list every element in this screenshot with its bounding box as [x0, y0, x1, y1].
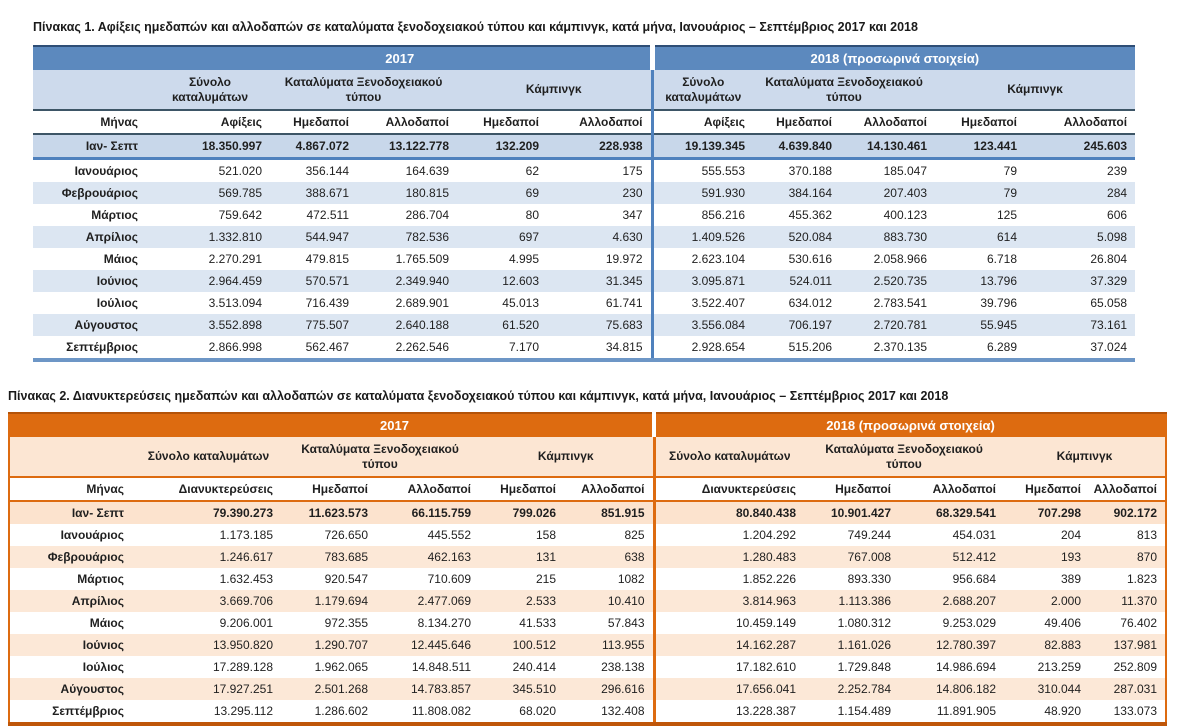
value-cell-2018: 2.520.735	[840, 270, 935, 292]
group-header-camping-2017: Κάμπινγκ	[479, 437, 654, 477]
value-cell-2017: 11.808.082	[411, 704, 471, 718]
value-cell-2018: 65.058	[1090, 296, 1128, 310]
value-cell-2017: 7.170	[508, 340, 539, 354]
group-header-total-2018: Σύνολο καταλυμάτων	[652, 70, 753, 110]
value-cell-2017: 13.295.112	[213, 704, 273, 718]
value-cell-2018: 524.011	[753, 270, 840, 292]
value-cell-2017: 782.536	[357, 226, 457, 248]
value-cell-2017: 799.026	[479, 501, 564, 524]
group-header-row	[9, 437, 1166, 477]
value-cell-2018: 193	[1004, 546, 1089, 568]
document-page	[0, 20, 1181, 728]
value-cell-2018: 1.113.386	[804, 590, 899, 612]
value-cell-2018: 1.823	[1126, 572, 1158, 586]
value-cell-2017: 17.927.251	[136, 678, 281, 700]
year-band-2018	[654, 413, 1166, 437]
value-cell-2017: 180.815	[357, 182, 457, 204]
value-cell-2017: 569.785	[150, 182, 270, 204]
month-cell: Φεβρουάριος	[9, 546, 136, 568]
value-cell-2018: 10.459.149	[654, 612, 804, 634]
value-cell-2017: 472.511	[306, 208, 349, 222]
value-cell-2017: 31.345	[547, 270, 652, 292]
column-header-foreign-hotel-2017: Αλλοδαποί	[357, 110, 457, 134]
value-cell-2017: 726.650	[324, 528, 368, 542]
value-cell-2018: 870	[1089, 546, 1166, 568]
group-header-hotel-2017: Καταλύματα Ξενοδοχειακού τύπου	[270, 70, 457, 110]
value-cell-2018: 956.684	[952, 572, 997, 586]
value-cell-2017: 14.848.511	[411, 660, 471, 674]
value-cell-2017: 2.270.291	[208, 252, 262, 266]
value-cell-2017: 215	[535, 572, 556, 586]
value-cell-2018: 707.298	[1004, 501, 1089, 524]
data-row	[33, 226, 1135, 248]
value-cell-2017: 132.209	[457, 134, 547, 159]
value-cell-2017: 1.332.810	[150, 226, 270, 248]
data-row	[9, 590, 1166, 612]
value-cell-2018: 1.154.489	[837, 704, 892, 718]
value-cell-2018: 883.730	[840, 226, 935, 248]
value-cell-2018: 515.206	[788, 340, 833, 354]
year-band-row	[33, 46, 1135, 70]
year-band-2017	[33, 46, 652, 70]
table1-title: Πίνακας 1. Αφίξεις ημεδαπών και αλλοδαπών σε καταλύματα ξενοδοχειακού τύπου και κάμπινγκ, κατά μήνα, Ιανουάριος – Σεπτέμβριος 2017 και 2018	[33, 20, 918, 34]
value-cell-2018: 125	[996, 208, 1018, 222]
group-header-spacer	[9, 437, 136, 477]
value-cell-2018: 606	[1107, 208, 1128, 222]
value-cell-2018: 5.098	[1025, 226, 1135, 248]
year-band-2017-label: 2017	[385, 51, 415, 66]
value-cell-2017: 2.866.998	[208, 340, 262, 354]
month-cell: Ιαν- Σεπτ	[33, 134, 150, 159]
value-cell-2018: 2.688.207	[899, 590, 1004, 612]
month-cell: Ιούλιος	[96, 296, 138, 310]
value-cell-2018: 19.139.345	[652, 134, 753, 159]
value-cell-2017: 775.507	[270, 314, 357, 336]
value-cell-2017: 2.262.546	[395, 340, 449, 354]
value-cell-2017: 69	[457, 182, 547, 204]
group-header-hotel-2018: Καταλύματα Ξενοδοχειακού τύπου	[804, 437, 1004, 477]
column-header-measure-2017: Αφίξεις	[150, 110, 270, 134]
column-header-measure-2017: Διανυκτερεύσεις	[136, 477, 281, 501]
value-cell-2018: 204	[1060, 528, 1082, 542]
data-row	[9, 524, 1166, 546]
value-cell-2017: 1082	[617, 572, 645, 586]
totals-row	[9, 501, 1166, 524]
data-row	[33, 270, 1135, 292]
value-cell-2018: 3.522.407	[652, 292, 753, 314]
value-cell-2018: 767.008	[804, 546, 899, 568]
value-cell-2018: 893.330	[847, 572, 892, 586]
column-header-domestic-hotel-2017: Ημεδαποί	[281, 477, 376, 501]
value-cell-2018: 3.095.871	[652, 270, 753, 292]
month-cell: Αύγουστος	[33, 314, 150, 336]
value-cell-2017: 825	[624, 528, 645, 542]
data-row	[9, 612, 1166, 634]
value-cell-2017: 1.173.185	[219, 528, 273, 542]
column-header-foreign-camping-2018: Αλλοδαποί	[1025, 110, 1135, 134]
value-cell-2018: 79	[935, 182, 1025, 204]
value-cell-2017: 2.533	[479, 590, 564, 612]
value-cell-2017: 972.355	[324, 616, 368, 630]
value-cell-2017: 356.144	[305, 164, 349, 178]
value-cell-2018: 520.084	[753, 226, 840, 248]
value-cell-2017: 11.623.573	[281, 501, 376, 524]
value-cell-2018: 1.204.292	[654, 524, 804, 546]
column-header-foreign-camping-2017: Αλλοδαποί	[547, 110, 652, 134]
value-cell-2018: 12.780.397	[899, 634, 1004, 656]
value-cell-2018: 1.280.483	[654, 546, 804, 568]
value-cell-2018: 26.804	[1090, 252, 1128, 266]
data-row	[9, 546, 1166, 568]
month-cell: Σεπτέμβριος	[52, 704, 124, 718]
month-cell: Μάιος	[103, 252, 138, 266]
value-cell-2018: 39.796	[980, 296, 1018, 310]
value-cell-2018: 133.073	[1113, 704, 1158, 718]
value-cell-2018: 9.253.029	[942, 616, 997, 630]
value-cell-2017: 445.552	[427, 528, 471, 542]
year-band-2018-label: 2018 (προσωρινά στοιχεία)	[826, 418, 995, 433]
value-cell-2017: 462.163	[376, 546, 479, 568]
value-cell-2017: 1.290.707	[281, 634, 376, 656]
value-cell-2018: 1.409.526	[652, 226, 753, 248]
value-cell-2018: 2.058.966	[873, 252, 928, 266]
month-cell: Μάιος	[89, 616, 124, 630]
value-cell-2017: 12.445.646	[376, 634, 479, 656]
value-cell-2017: 164.639	[405, 164, 449, 178]
value-cell-2018: 13.796	[935, 270, 1025, 292]
value-cell-2018: 11.891.905	[936, 704, 997, 718]
value-cell-2017: 697	[457, 226, 547, 248]
value-cell-2018: 14.162.287	[654, 634, 804, 656]
value-cell-2017: 2.640.188	[357, 314, 457, 336]
value-cell-2018: 123.441	[935, 134, 1025, 159]
value-cell-2018: 137.981	[1089, 634, 1166, 656]
group-header-row	[33, 70, 1135, 110]
column-header-month: Μήνας	[9, 477, 136, 501]
value-cell-2018: 2.000	[1004, 590, 1089, 612]
value-cell-2018: 213.259	[1037, 660, 1082, 674]
value-cell-2017: 286.704	[405, 208, 449, 222]
month-cell: Ιούλιος	[82, 660, 124, 674]
value-cell-2018: 14.806.182	[899, 678, 1004, 700]
value-cell-2018: 239	[1107, 164, 1128, 178]
value-cell-2017: 100.512	[479, 634, 564, 656]
value-cell-2018: 3.814.963	[654, 590, 804, 612]
value-cell-2017: 1.962.065	[314, 660, 368, 674]
value-cell-2018: 2.252.784	[804, 678, 899, 700]
group-header-camping-2018: Κάμπινγκ	[935, 70, 1135, 110]
month-cell: Ιανουάριος	[60, 528, 124, 542]
value-cell-2018: 13.228.387	[654, 700, 804, 724]
value-cell-2017: 2.501.268	[281, 678, 376, 700]
group-header-spacer	[33, 70, 150, 110]
value-cell-2017: 68.020	[519, 704, 556, 718]
value-cell-2017: 230	[547, 182, 652, 204]
month-cell: Ιούνιος	[33, 270, 150, 292]
table2-overnight-stays	[8, 412, 1167, 726]
data-row	[9, 634, 1166, 656]
value-cell-2017: 19.972	[605, 252, 643, 266]
value-cell-2018: 1.729.848	[837, 660, 892, 674]
value-cell-2018: 1.080.312	[837, 616, 892, 630]
value-cell-2017: 113.955	[564, 634, 654, 656]
value-cell-2017: 158	[535, 528, 556, 542]
value-cell-2018: 76.402	[1120, 616, 1158, 630]
table2-title: Πίνακας 2. Διανυκτερεύσεις ημεδαπών και αλλοδαπών σε καταλύματα ξενοδοχειακού τύπου και κάμπινγκ, κατά μήνα, Ιανουάριος – Σεπτέμβριος 2017 και 2018	[8, 389, 949, 403]
value-cell-2018: 370.188	[788, 164, 833, 178]
value-cell-2017: 12.603	[457, 270, 547, 292]
value-cell-2018: 902.172	[1089, 501, 1166, 524]
data-row	[9, 700, 1166, 724]
month-cell: Ιούνιος	[9, 634, 136, 656]
group-header-camping-2018: Κάμπινγκ	[1004, 437, 1166, 477]
month-cell: Φεβρουάριος	[33, 182, 150, 204]
year-band-row	[9, 413, 1166, 437]
value-cell-2018: 82.883	[1004, 634, 1089, 656]
value-cell-2017: 9.206.001	[219, 616, 273, 630]
value-cell-2017: 759.642	[218, 208, 262, 222]
value-cell-2018: 530.616	[788, 252, 833, 266]
column-header-domestic-camping-2017: Ημεδαποί	[457, 110, 547, 134]
value-cell-2018: 80.840.438	[654, 501, 804, 524]
column-header-month: Μήνας	[33, 110, 150, 134]
group-header-total-2017: Σύνολο καταλυμάτων	[136, 437, 281, 477]
month-cell: Αύγουστος	[9, 678, 136, 700]
value-cell-2017: 57.843	[607, 616, 645, 630]
value-cell-2017: 17.289.128	[212, 660, 273, 674]
value-cell-2017: 10.410	[564, 590, 654, 612]
value-cell-2018: 455.362	[788, 208, 833, 222]
value-cell-2017: 4.630	[547, 226, 652, 248]
value-cell-2017: 3.669.706	[136, 590, 281, 612]
column-header-row	[33, 110, 1135, 134]
value-cell-2017: 75.683	[547, 314, 652, 336]
column-header-domestic-camping-2018: Ημεδαποί	[935, 110, 1025, 134]
column-header-foreign-camping-2018: Αλλοδαποί	[1089, 477, 1166, 501]
value-cell-2017: 1.765.509	[395, 252, 449, 266]
column-header-domestic-hotel-2017: Ημεδαποί	[270, 110, 357, 134]
value-cell-2018: 11.370	[1089, 590, 1166, 612]
value-cell-2018: 17.182.610	[654, 656, 804, 678]
value-cell-2018: 400.123	[883, 208, 928, 222]
data-row	[9, 678, 1166, 700]
value-cell-2018: 48.920	[1044, 704, 1082, 718]
column-header-foreign-hotel-2018: Αλλοδαποί	[840, 110, 935, 134]
value-cell-2017: 66.115.759	[376, 501, 479, 524]
value-cell-2018: 512.412	[899, 546, 1004, 568]
value-cell-2017: 638	[564, 546, 654, 568]
data-row	[9, 656, 1166, 678]
value-cell-2017: 13.950.820	[136, 634, 281, 656]
month-cell: Απρίλιος	[9, 590, 136, 612]
column-header-domestic-camping-2017: Ημεδαποί	[479, 477, 564, 501]
totals-row	[33, 134, 1135, 159]
value-cell-2018: 207.403	[840, 182, 935, 204]
value-cell-2017: 296.616	[564, 678, 654, 700]
value-cell-2018: 384.164	[753, 182, 840, 204]
value-cell-2017: 388.671	[270, 182, 357, 204]
column-header-measure-2018: Διανυκτερεύσεις	[654, 477, 804, 501]
value-cell-2017: 544.947	[270, 226, 357, 248]
value-cell-2017: 1.632.453	[219, 572, 273, 586]
value-cell-2018: 6.289	[986, 340, 1018, 354]
month-cell: Μάρτιος	[91, 208, 138, 222]
year-band-2018	[652, 46, 1135, 70]
value-cell-2018: 185.047	[883, 164, 928, 178]
value-cell-2017: 8.134.270	[417, 616, 471, 630]
value-cell-2018: 856.216	[652, 204, 753, 226]
value-cell-2017: 61.520	[457, 314, 547, 336]
value-cell-2018: 310.044	[1004, 678, 1089, 700]
group-header-hotel-2017: Καταλύματα Ξενοδοχειακού τύπου	[281, 437, 479, 477]
column-header-domestic-hotel-2018: Ημεδαποί	[753, 110, 840, 134]
value-cell-2017: 61.741	[605, 296, 643, 310]
value-cell-2018: 287.031	[1089, 678, 1166, 700]
month-cell: Ιανουάριος	[74, 164, 138, 178]
value-cell-2018: 555.553	[652, 159, 753, 183]
data-row	[33, 336, 1135, 360]
value-cell-2017: 1.179.694	[281, 590, 376, 612]
value-cell-2018: 706.197	[753, 314, 840, 336]
value-cell-2017: 34.815	[605, 340, 643, 354]
data-row	[33, 314, 1135, 336]
column-header-measure-2018: Αφίξεις	[652, 110, 753, 134]
data-row	[33, 204, 1135, 226]
value-cell-2018: 10.901.427	[804, 501, 899, 524]
value-cell-2018: 2.623.104	[652, 248, 753, 270]
group-header-camping-2017: Κάμπινγκ	[457, 70, 652, 110]
column-header-domestic-camping-2018: Ημεδαποί	[1004, 477, 1089, 501]
value-cell-2018: 6.718	[986, 252, 1018, 266]
value-cell-2018: 79	[1003, 164, 1018, 178]
data-row	[33, 182, 1135, 204]
value-cell-2017: 716.439	[305, 296, 349, 310]
column-header-foreign-hotel-2018: Αλλοδαποί	[899, 477, 1004, 501]
data-row	[33, 292, 1135, 314]
value-cell-2017: 79.390.273	[136, 501, 281, 524]
value-cell-2017: 175	[622, 164, 643, 178]
value-cell-2017: 3.513.094	[208, 296, 262, 310]
month-cell: Ιαν- Σεπτ	[9, 501, 136, 524]
data-row	[9, 568, 1166, 590]
year-band-2017	[9, 413, 654, 437]
month-cell: Μάρτιος	[77, 572, 124, 586]
value-cell-2018: 2.928.654	[652, 336, 753, 360]
value-cell-2018: 73.161	[1025, 314, 1135, 336]
value-cell-2018: 4.639.840	[753, 134, 840, 159]
value-cell-2018: 2.720.781	[840, 314, 935, 336]
value-cell-2018: 68.329.541	[899, 501, 1004, 524]
value-cell-2018: 17.656.041	[654, 678, 804, 700]
month-cell: Απρίλιος	[33, 226, 150, 248]
value-cell-2017: 18.350.997	[150, 134, 270, 159]
value-cell-2017: 4.995	[508, 252, 539, 266]
value-cell-2017: 347	[622, 208, 643, 222]
value-cell-2018: 245.603	[1025, 134, 1135, 159]
value-cell-2017: 228.938	[547, 134, 652, 159]
value-cell-2018: 14.130.461	[840, 134, 935, 159]
value-cell-2018: 389	[1060, 572, 1082, 586]
value-cell-2017: 521.020	[218, 164, 262, 178]
value-cell-2017: 2.964.459	[150, 270, 270, 292]
group-header-total-2018: Σύνολο καταλυμάτων	[654, 437, 804, 477]
value-cell-2018: 591.930	[652, 182, 753, 204]
value-cell-2017: 2.349.940	[357, 270, 457, 292]
value-cell-2017: 45.013	[502, 296, 539, 310]
column-header-domestic-hotel-2018: Ημεδαποί	[804, 477, 899, 501]
value-cell-2017: 238.138	[601, 660, 645, 674]
value-cell-2017: 131	[479, 546, 564, 568]
data-row	[33, 159, 1135, 183]
value-cell-2017: 479.815	[305, 252, 349, 266]
column-header-foreign-camping-2017: Αλλοδαποί	[564, 477, 654, 501]
value-cell-2018: 614	[935, 226, 1025, 248]
value-cell-2018: 37.024	[1090, 340, 1128, 354]
value-cell-2018: 49.406	[1044, 616, 1082, 630]
value-cell-2017: 570.571	[270, 270, 357, 292]
value-cell-2017: 62	[525, 164, 539, 178]
value-cell-2018: 454.031	[952, 528, 997, 542]
value-cell-2017: 920.547	[324, 572, 368, 586]
value-cell-2017: 345.510	[479, 678, 564, 700]
month-cell: Σεπτέμβριος	[66, 340, 138, 354]
value-cell-2017: 1.286.602	[314, 704, 368, 718]
value-cell-2018: 813	[1136, 528, 1158, 542]
value-cell-2017: 2.689.901	[395, 296, 449, 310]
year-band-2018-label: 2018 (προσωρινά στοιχεία)	[810, 51, 980, 66]
value-cell-2017: 240.414	[512, 660, 556, 674]
value-cell-2018: 2.370.135	[873, 340, 928, 354]
value-cell-2018: 14.986.694	[935, 660, 997, 674]
column-header-row	[9, 477, 1166, 501]
value-cell-2018: 1.161.026	[804, 634, 899, 656]
value-cell-2018: 1.852.226	[654, 568, 804, 590]
value-cell-2017: 562.467	[305, 340, 349, 354]
value-cell-2017: 783.685	[281, 546, 376, 568]
value-cell-2017: 132.408	[601, 704, 645, 718]
data-row	[33, 248, 1135, 270]
value-cell-2017: 41.533	[519, 616, 556, 630]
value-cell-2018: 284	[1025, 182, 1135, 204]
column-header-foreign-hotel-2017: Αλλοδαποί	[376, 477, 479, 501]
value-cell-2018: 3.556.084	[652, 314, 753, 336]
table1-arrivals	[33, 45, 1135, 362]
value-cell-2017: 851.915	[564, 501, 654, 524]
value-cell-2018: 749.244	[847, 528, 892, 542]
value-cell-2018: 55.945	[935, 314, 1025, 336]
value-cell-2017: 80	[525, 208, 539, 222]
group-header-hotel-2018: Καταλύματα Ξενοδοχειακού τύπου	[753, 70, 935, 110]
value-cell-2017: 710.609	[427, 572, 471, 586]
value-cell-2018: 252.809	[1113, 660, 1158, 674]
value-cell-2018: 37.329	[1025, 270, 1135, 292]
value-cell-2017: 4.867.072	[270, 134, 357, 159]
value-cell-2018: 2.783.541	[873, 296, 928, 310]
year-band-2017-label: 2017	[380, 418, 409, 433]
value-cell-2017: 2.477.069	[376, 590, 479, 612]
value-cell-2017: 13.122.778	[357, 134, 457, 159]
value-cell-2018: 634.012	[788, 296, 833, 310]
value-cell-2017: 1.246.617	[136, 546, 281, 568]
value-cell-2017: 14.783.857	[376, 678, 479, 700]
value-cell-2017: 3.552.898	[150, 314, 270, 336]
group-header-total-2017: Σύνολο καταλυμάτων	[150, 70, 270, 110]
